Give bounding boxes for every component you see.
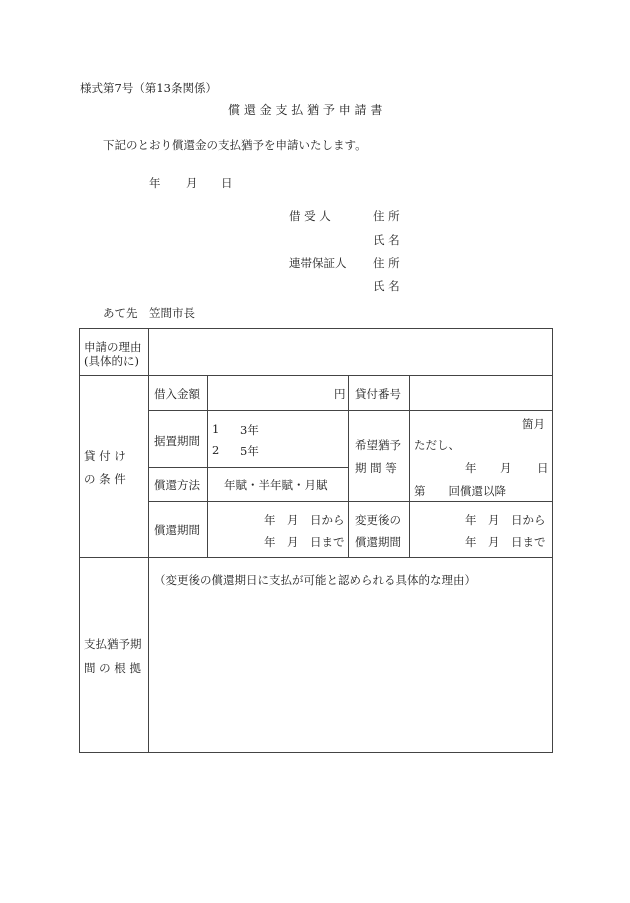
- desired-year: 年: [465, 461, 477, 475]
- desired-deferment-label-line2: 期 間 等: [355, 461, 397, 475]
- loan-amount-label: 借入金額: [154, 387, 200, 401]
- desired-month: 月: [500, 461, 512, 475]
- guarantor-label: 連帯保証人: [289, 256, 347, 270]
- loan-amount-field[interactable]: [209, 377, 347, 409]
- basis-label-line1: 支払猶予期: [84, 637, 142, 651]
- loan-number-label: 貸付番号: [355, 387, 401, 401]
- changed-period-label-line2: 償還期間: [355, 535, 401, 549]
- borrower-name-label: 氏 名: [373, 233, 400, 247]
- months-unit: 箇月: [522, 417, 545, 431]
- conditions-label-line2: の 条 件: [84, 472, 126, 486]
- repayment-period-to[interactable]: 年 月 日まで: [264, 535, 345, 549]
- repayment-method-options[interactable]: 年賦・半年賦・月賦: [224, 478, 328, 492]
- reason-field[interactable]: [150, 330, 550, 374]
- guarantor-name-label: 氏 名: [373, 279, 400, 293]
- basis-note: （変更後の償還期日に支払が可能と認められる具体的な理由）: [154, 573, 476, 587]
- changed-period-from[interactable]: 年 月 日から: [465, 513, 546, 527]
- desired-day: 日: [537, 461, 549, 475]
- yen-unit: 円: [334, 387, 346, 401]
- addressee: あて先 笠間市長: [103, 306, 195, 320]
- deferment-option-2-number: 2: [212, 443, 220, 457]
- repayment-period-from[interactable]: 年 月 日から: [264, 513, 345, 527]
- basis-field[interactable]: [150, 595, 550, 750]
- desired-deferment-label-line1: 希望猶予: [355, 438, 401, 452]
- form-number: 様式第7号（第13条関係）: [80, 81, 217, 95]
- date-day: 日: [221, 176, 233, 190]
- date-month: 月: [186, 176, 198, 190]
- desired-deferment-field[interactable]: [411, 412, 551, 500]
- changed-period-label-line1: 変更後の: [355, 513, 401, 527]
- deferment-option-1[interactable]: 3年: [240, 423, 259, 437]
- conditions-label-line1: 貸 付 け: [84, 449, 126, 463]
- document-title: 償 還 金 支 払 猶 予 申 請 書: [228, 103, 383, 117]
- however-text: ただし、: [414, 438, 460, 452]
- lead-sentence: 下記のとおり償還金の支払猶予を申請いたします。: [103, 138, 367, 152]
- borrower-label: 借 受 人: [289, 209, 331, 223]
- changed-period-to[interactable]: 年 月 日まで: [465, 535, 546, 549]
- guarantor-address-label: 住 所: [373, 256, 400, 270]
- reason-label-line2: (具体的に): [84, 354, 139, 368]
- borrower-address-label: 住 所: [373, 209, 400, 223]
- repayment-method-label: 償還方法: [154, 478, 200, 492]
- date-year: 年: [149, 176, 161, 190]
- from-installment: 第 回償還以降: [414, 484, 506, 498]
- deferment-period-label: 据置期間: [154, 434, 200, 448]
- repayment-period-label: 償還期間: [154, 523, 200, 537]
- deferment-option-1-number: 1: [212, 422, 220, 436]
- loan-number-field[interactable]: [411, 377, 551, 409]
- deferment-option-2[interactable]: 5年: [240, 444, 259, 458]
- reason-label-line1: 申請の理由: [84, 340, 142, 354]
- basis-label-line2: 間 の 根 拠: [84, 661, 141, 675]
